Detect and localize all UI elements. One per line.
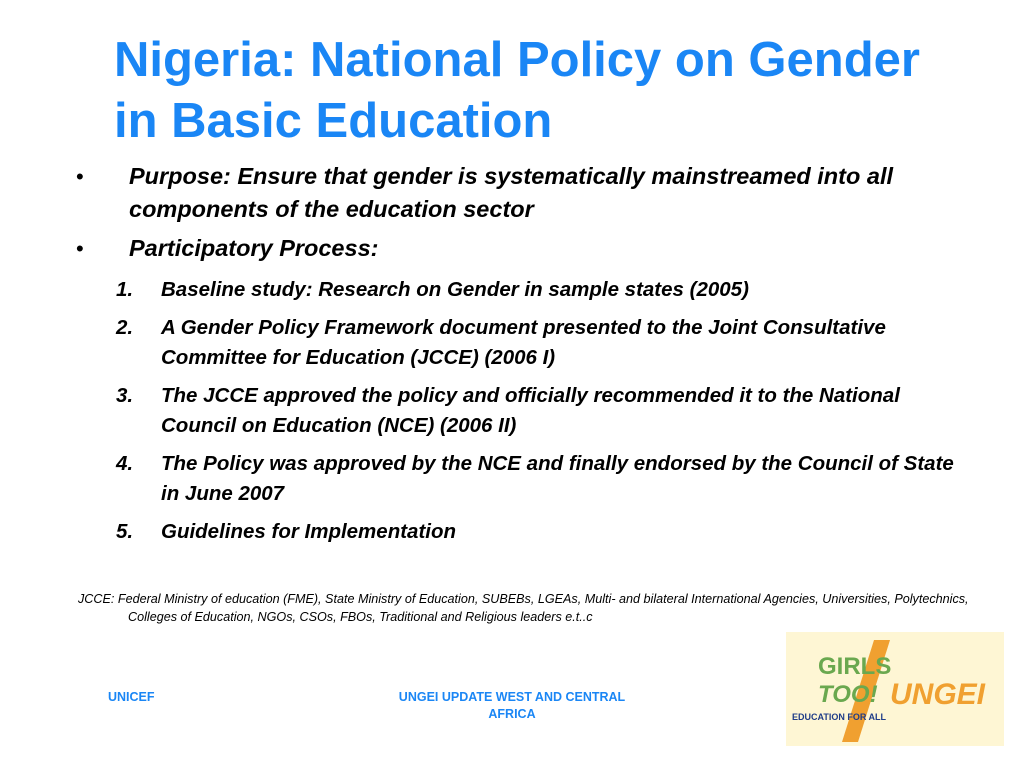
- bullet-text: Purpose: Ensure that gender is systematically mainstreamed into all components of the education sector: [129, 163, 894, 222]
- logo-ungei: UNGEI: [890, 678, 986, 711]
- bullet-text: Participatory Process:: [129, 235, 379, 261]
- footnote: JCCE: Federal Ministry of education (FME), State Ministry of Education, SUBEBs, LGEAs, Multi- and bilateral International Agencies, Universities, Polytechnics, Colleges of Education, NGOs, CSOs, FBOs, Traditional and Religious leaders e.t..c: [78, 592, 969, 624]
- item-number: 5.: [116, 520, 134, 543]
- bullet-purpose: [76, 160, 976, 226]
- numbered-list: [116, 275, 956, 555]
- item-text: Baseline study: Research on Gender in sample states (2005): [161, 278, 749, 301]
- list-item: [116, 381, 956, 441]
- list-item: [116, 275, 956, 305]
- bullet-mark: •: [76, 164, 84, 189]
- logo-too: TOO!: [818, 681, 878, 708]
- item-number: 1.: [116, 278, 134, 301]
- item-text: The Policy was approved by the NCE and finally endorsed by the Council of State in June 2007: [161, 452, 954, 505]
- item-number: 2.: [116, 316, 134, 339]
- list-item: [116, 313, 956, 373]
- item-text: A Gender Policy Framework document presented to the Joint Consultative Committee for Education (JCCE) (2006 I): [161, 316, 886, 369]
- item-text: The JCCE approved the policy and officially recommended it to the National Council on Education (NCE) (2006 II): [161, 384, 900, 437]
- list-item: [116, 517, 956, 547]
- logo-tagline: EDUCATION FOR ALL: [792, 712, 886, 722]
- list-item: [116, 449, 956, 509]
- bullet-list: [76, 160, 976, 271]
- item-number: 4.: [116, 452, 134, 475]
- slide-title: Nigeria: National Policy on Gender in Basic Education: [114, 33, 920, 148]
- item-text: Guidelines for Implementation: [161, 520, 457, 543]
- footer-center: UNGEI UPDATE WEST AND CENTRAL AFRICA: [398, 690, 626, 721]
- item-number: 3.: [116, 384, 134, 407]
- footer-left: UNICEF: [108, 690, 155, 704]
- bullet-process: [76, 232, 976, 265]
- bullet-mark: •: [76, 236, 84, 261]
- girls-too-ungei-logo: [786, 632, 1004, 746]
- logo-graphic: [786, 632, 1004, 746]
- logo-girls: GIRLS: [818, 653, 892, 680]
